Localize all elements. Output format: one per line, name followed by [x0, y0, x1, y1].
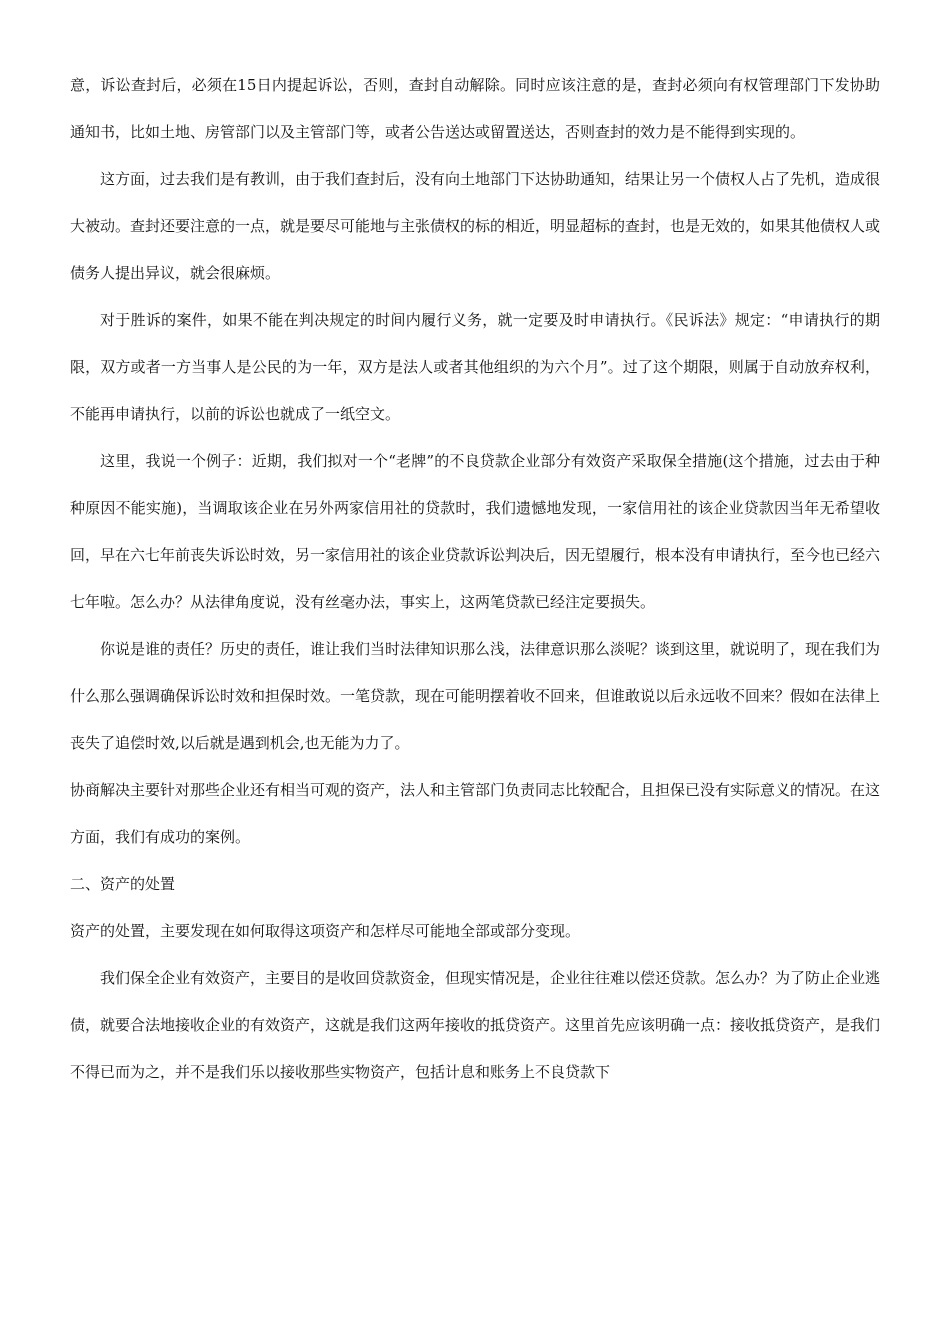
document-page — [70, 62, 880, 1096]
section-heading: 二、资产的处置 — [70, 875, 176, 893]
paragraph-8: 我们保全企业有效资产，主要目的是收回贷款资金，但现实情况是，企业往往难以偿还贷款。怎么办？为了防止企业逃债，就要合法地接收企业的有效资产，这就是我们这两年接收的抵贷资产。这里首先应该明确一点：接收抵贷资产，是我们不得已而为之，并不是我们乐以接收那些实物资产，包括计息和账务上不良贷款下 — [70, 969, 881, 1081]
paragraph-5: 你说是谁的责任？历史的责任，谁让我们当时法律知识那么浅，法律意识那么淡呢？谈到这里，就说明了，现在我们为什么那么强调确保诉讼时效和担保时效。一笔贷款，现在可能明摆着收不回来，但谁敢说以后永远收不回来？假如在法律上丧失了追偿时效,以后就是遇到机会,也无能为力了。 — [70, 640, 881, 752]
paragraph-7: 资产的处置，主要发现在如何取得这项资产和怎样尽可能地全部或部分变现。 — [70, 922, 581, 940]
paragraph-3: 对于胜诉的案件，如果不能在判决规定的时间内履行义务，就一定要及时申请执行。《民诉法》规定：“申请执行的期限，双方或者一方当事人是公民的为一年，双方是法人或者其他组织的为六个月”。过了这个期限，则属于自动放弃权利，不能再申请执行，以前的诉讼也就成了一纸空文。 — [70, 311, 880, 423]
paragraph-6: 协商解决主要针对那些企业还有相当可观的资产，法人和主管部门负责同志比较配合，且担保已没有实际意义的情况。在这方面，我们有成功的案例。 — [70, 781, 881, 846]
paragraph-1: 意，诉讼查封后，必须在15日内提起诉讼，否则，查封自动解除。同时应该注意的是，查封必须向有权管理部门下发协助通知书，比如土地、房管部门以及主管部门等，或者公告送达或留置送达，否则查封的效力是不能得到实现的。 — [70, 76, 880, 141]
paragraph-2: 这方面，过去我们是有教训，由于我们查封后，没有向土地部门下达协助通知，结果让另一个债权人占了先机，造成很大被动。查封还要注意的一点，就是要尽可能地与主张债权的标的相近，明显超标的查封，也是无效的，如果其他债权人或债务人提出异议，就会很麻烦。 — [70, 170, 881, 282]
paragraph-4: 这里，我说一个例子：近期，我们拟对一个“老牌”的不良贷款企业部分有效资产采取保全措施(这个措施，过去由于种种原因不能实施)，当调取该企业在另外两家信用社的贷款时，我们遗憾地发现，一家信用社的该企业贷款因当年无希望收回，早在六七年前丧失诉讼时效，另一家信用社的该企业贷款诉讼判决后，因无望履行，根本没有申请执行，至今也已经六七年啦。怎么办？从法律角度说，没有丝毫办法，事实上，这两笔贷款已经注定要损失。 — [70, 452, 881, 611]
